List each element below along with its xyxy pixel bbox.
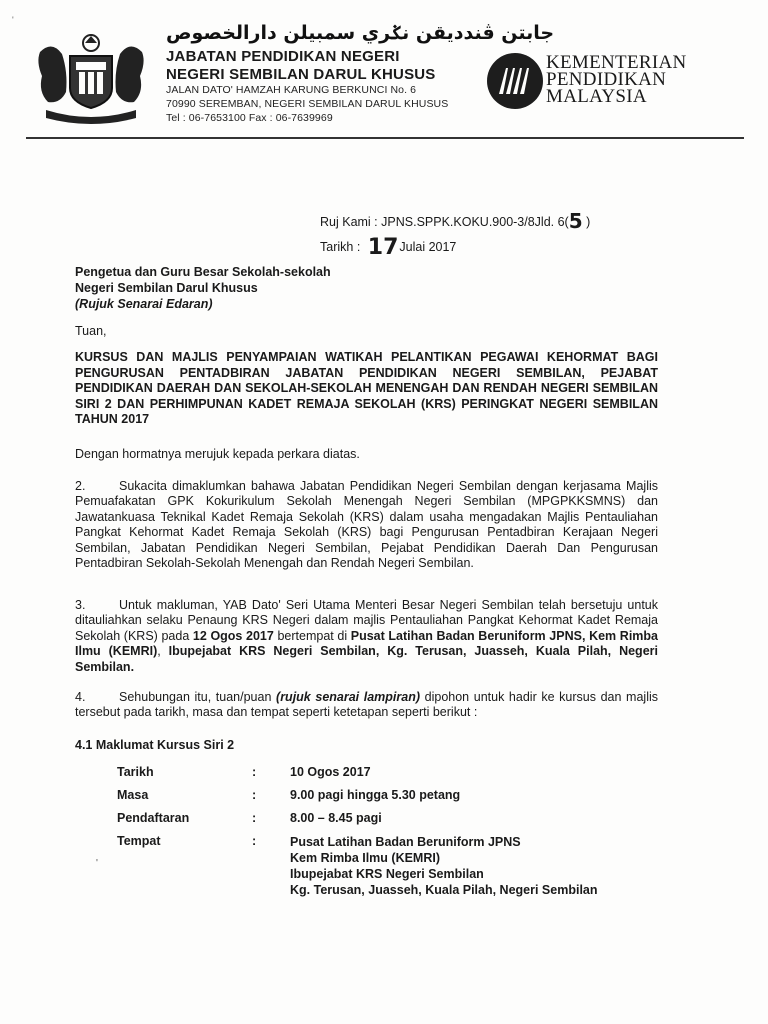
ministry-name-line1: KEMENTERIAN	[546, 52, 687, 73]
detail-place-value	[290, 834, 598, 898]
department-name-line2: NEGERI SEMBILAN DARUL KHUSUS	[166, 66, 436, 83]
paragraph-3	[75, 598, 658, 675]
detail-value: 10 Ogos 2017	[290, 765, 371, 779]
reference-number	[320, 209, 590, 233]
ministry-name	[546, 54, 687, 105]
detail-label: Tempat	[117, 834, 161, 848]
paragraph-4-text2: dipohon untuk hadir ke kursus dan majlis tersebut pada tarikh, masa dan tempat seperti ketetapan seperti berikut :	[75, 690, 658, 720]
detail-label: Masa	[117, 788, 149, 802]
reference-handwritten: 5	[568, 209, 583, 233]
recipient-line1: Pengetua dan Guru Besar Sekolah-sekolah	[75, 265, 331, 279]
paragraph-3-text1: Untuk makluman, YAB Dato' Seri Utama Menteri Besar Negeri Sembilan telah bersetuju untuk ditauliahkan selaku Penaung KRS Negeri dalam majlis Pentauliahan Pangkat Kehormat Kadet Remaja Sekolah (KRS) pada	[75, 598, 658, 643]
letter-date	[320, 235, 456, 260]
paragraph-2	[75, 479, 658, 571]
ministry-name-line3: MALAYSIA	[546, 86, 647, 107]
intro-paragraph: Dengan hormatnya merujuk kepada perkara diatas.	[75, 447, 360, 461]
detail-row-place	[117, 834, 598, 898]
scan-mark: '	[12, 15, 14, 25]
paragraph-4-number: 4.	[75, 690, 86, 704]
ministry-name-line2: PENDIDIKAN	[546, 69, 667, 90]
contact-line: Tel : 06-7653100 Fax : 06-7639969	[166, 112, 333, 124]
course-details-table	[117, 765, 598, 898]
detail-colon: :	[252, 788, 257, 802]
date-rest: Julai 2017	[399, 240, 457, 254]
reference-label: Ruj Kami :	[320, 215, 382, 229]
paragraph-3-text2: bertempat di	[273, 628, 351, 643]
address-line2: 70990 SEREMBAN, NEGERI SEMBILAN DARUL KHUSUS	[166, 98, 449, 110]
detail-row	[117, 811, 598, 834]
paragraph-2-text: Sukacita dimaklumkan bahawa Jabatan Pendidikan Negeri Sembilan dengan kerjasama Majlis Pemuafakatan GPK Kokurikulum Sekolah Menengah Negeri Sembilan (MPGPKKSMNS) dan Jawatankuasa Teknikal Kadet Remaja Sekolah (KRS) dalam usaha mengadakan Majlis Pentauliahan Pangkat Kehormat Kadet Remaja Sekolah (KRS) bagi Pengurusan Pentadbiran Kerajaan Negeri Sembilan, Jabatan Pendidikan Negeri Sembilan, Pejabat Pendidikan Daerah Dan Pengurusan Pentadbiran Sekolah-Sekolah Menengah dan Rendah Negeri Sembilan.	[75, 479, 658, 571]
paragraph-2-number: 2.	[75, 479, 86, 493]
paragraph-4-attachment-ref: (rujuk senarai lampiran)	[276, 690, 421, 704]
detail-colon: :	[252, 811, 257, 825]
detail-colon: :	[252, 765, 257, 779]
paragraph-4	[75, 690, 658, 721]
address-line1: JALAN DATO' HAMZAH KARUNG BERKUNCI No. 6	[166, 84, 417, 96]
paragraph-3-number: 3.	[75, 598, 86, 612]
detail-label: Tarikh	[117, 765, 154, 779]
paragraph-3-text3: ,	[157, 644, 169, 659]
paragraph-3-venue1: Pusat Latihan Badan Beruniform JPNS, Kem Rimba Ilmu (KEMRI)	[75, 628, 658, 659]
section-4-1-title: 4.1 Maklumat Kursus Siri 2	[75, 738, 235, 752]
jawi-department-title: جابتن ڤندديقن نݢري سمبيلن دارالخصوص	[166, 22, 555, 44]
scan-speck: '	[96, 858, 98, 869]
detail-label: Pendaftaran	[117, 811, 190, 825]
department-name-line1: JABATAN PENDIDIKAN NEGERI	[166, 48, 400, 65]
paragraph-3-date: 12 Ogos 2017	[192, 628, 274, 643]
letter-subject: KURSUS DAN MAJLIS PENYAMPAIAN WATIKAH PELANTIKAN PEGAWAI KEHORMAT BAGI PENGURUSAN PENTADBIRAN JABATAN PENDIDIKAN NEGERI SEMBILAN, PEJABAT PENDIDIKAN DAERAH DAN SEKOLAH-SEKOLAH MENENGAH DAN RENDAH NEGERI SEMBILAN SIRI 2 DAN PERHIMPUNAN KADET REMAJA SEKOLAH (KRS) PERINGKAT NEGERI SEMBILAN TAHUN 2017	[75, 350, 658, 426]
detail-colon: :	[252, 834, 257, 848]
place-line: Kg. Terusan, Juasseh, Kuala Pilah, Negeri Sembilan	[290, 883, 598, 897]
recipient-line2: Negeri Sembilan Darul Khusus	[75, 281, 258, 295]
paragraph-3-venue2: Ibupejabat KRS Negeri Sembilan, Kg. Terusan, Juasseh, Kuala Pilah, Negeri Sembilan.	[75, 644, 658, 674]
detail-value: 8.00 – 8.45 pagi	[290, 811, 382, 825]
salutation: Tuan,	[75, 324, 107, 338]
place-line: Pusat Latihan Badan Beruniform JPNS	[290, 835, 521, 849]
place-line: Ibupejabat KRS Negeri Sembilan	[290, 867, 484, 881]
reference-close: )	[582, 215, 591, 229]
detail-value: 9.00 pagi hingga 5.30 petang	[290, 788, 461, 802]
kpm-logo-icon	[486, 52, 544, 110]
detail-row	[117, 765, 598, 788]
reference-value: JPNS.SPPK.KOKU.900-3/8Jld. 6(	[381, 215, 569, 229]
detail-row	[117, 788, 598, 811]
recipient-block	[75, 264, 331, 312]
recipient-line3: (Rujuk Senarai Edaran)	[75, 297, 213, 311]
place-line: Kem Rimba Ilmu (KEMRI)	[290, 851, 441, 865]
date-handwritten-day: 17	[367, 235, 399, 260]
paragraph-4-text1: Sehubungan itu, tuan/puan	[119, 690, 277, 704]
letterhead-divider	[26, 137, 744, 139]
negeri-sembilan-crest-icon	[32, 32, 150, 124]
date-label: Tarikh :	[320, 240, 364, 254]
